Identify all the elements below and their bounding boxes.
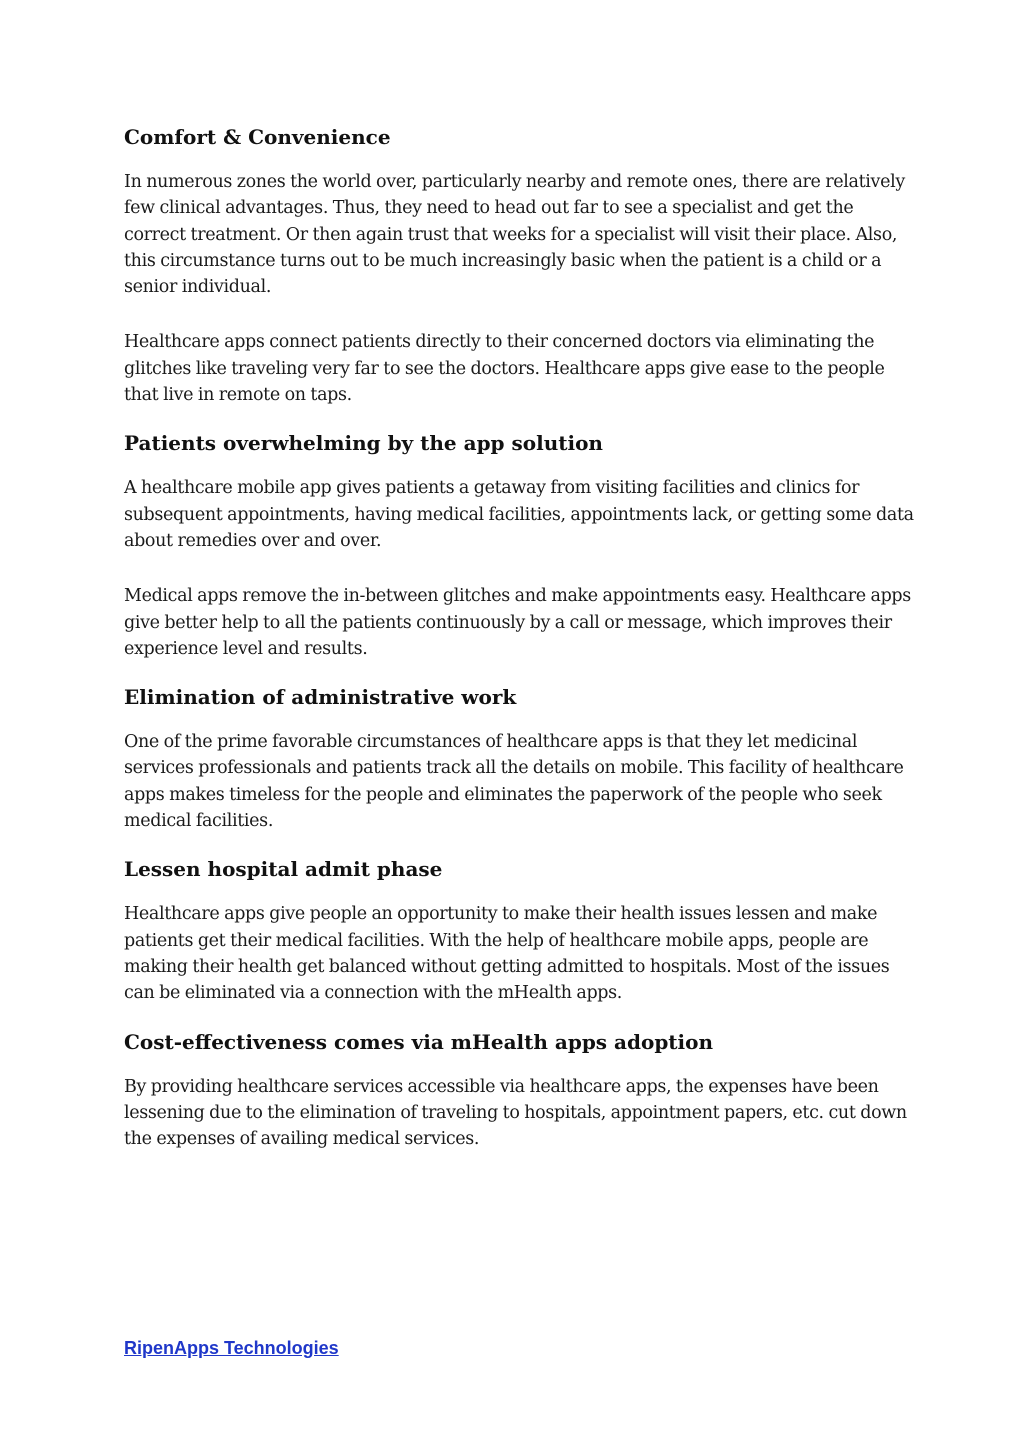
section-paragraph: By providing healthcare services accessible via healthcare apps, the expenses have been lessening due to the elimination of traveling to hospitals, appointment papers, etc. cut down the expenses of availing medical services. — [124, 1076, 907, 1150]
footer-company-link[interactable]: RipenApps Technologies — [124, 1338, 339, 1358]
section-paragraph: Medical apps remove the in-between glitches and make appointments easy. Healthcare apps give better help to all the patients continuously by a call or message, which improves their experience level and results. — [124, 586, 911, 659]
section-lessen-hospital-admit — [124, 854, 914, 1006]
section-paragraph: One of the prime favorable circumstances of healthcare apps is that they let medicinal services professionals and patients track all the details on mobile. This facility of healthcare apps makes timeless for the people and eliminates the paperwork of the people who seek medical facilities. — [124, 732, 904, 832]
section-heading: Cost-effectiveness comes via mHealth apps adoption — [124, 1029, 714, 1054]
section-paragraph: Healthcare apps connect patients directly to their concerned doctors via eliminating the glitches like traveling very far to see the doctors. Healthcare apps give ease to the people that live in remote on taps. — [124, 332, 885, 406]
section-paragraph: Healthcare apps give people an opportunity to make their health issues lessen and make patients get their medical facilities. With the help of healthcare mobile apps, people are making their health get balanced without getting admitted to hospitals. Most of the issues can be eliminated via a connection with the mHealth apps. — [124, 904, 890, 1004]
section-cost-effectiveness — [124, 1027, 914, 1153]
section-heading: Lessen hospital admit phase — [124, 857, 443, 882]
section-paragraph: A healthcare mobile app gives patients a getaway from visiting facilities and clinics for subsequent appointments, having medical facilities, appointments lack, or getting some data about remedies over and over. — [124, 478, 914, 551]
document-body — [124, 122, 914, 1181]
section-heading: Comfort & Convenience — [124, 125, 391, 149]
section-comfort-convenience — [124, 122, 914, 408]
section-heading: Patients overwhelming by the app solution — [124, 431, 603, 456]
section-paragraph: In numerous zones the world over, particularly nearby and remote ones, there are relatively few clinical advantages. Thus, they need to head out far to see a specialist and get the correct treatment. Or then again trust that weeks for a specialist will visit their place. Also, this circumstance turns out to be much increasingly basic when the patient is a child or a senior individual. — [124, 172, 905, 298]
section-elimination-admin-work — [124, 682, 914, 834]
section-heading: Elimination of administrative work — [124, 685, 517, 710]
section-patients-overwhelming — [124, 428, 914, 662]
